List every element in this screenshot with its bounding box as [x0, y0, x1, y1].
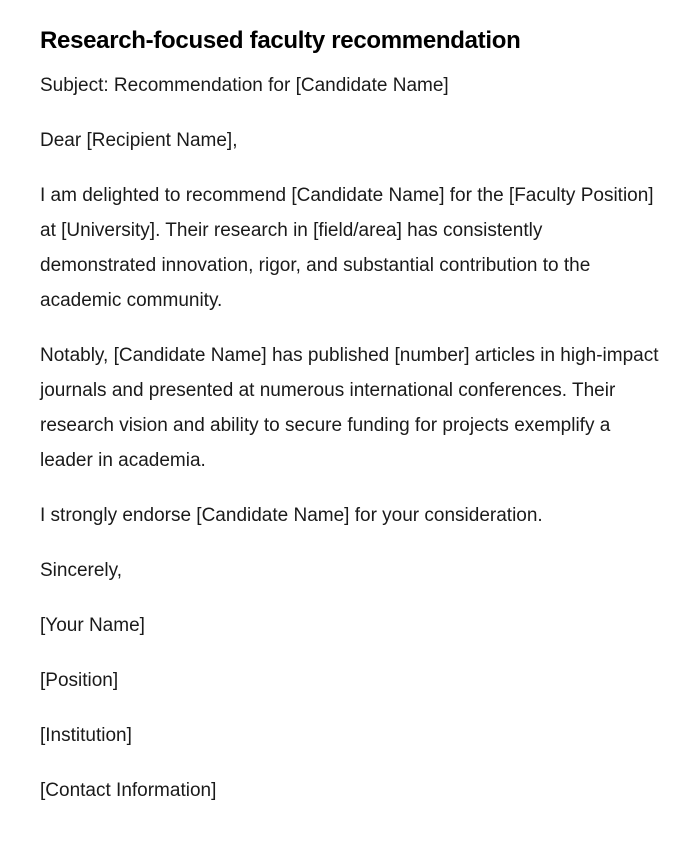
- closing: Sincerely,: [40, 560, 123, 581]
- signature-position: [Position]: [40, 670, 119, 691]
- signature-contact: [Contact Information]: [40, 780, 217, 801]
- subject-line: Subject: Recommendation for [Candidate Name]: [40, 75, 449, 96]
- salutation: Dear [Recipient Name],: [40, 130, 238, 151]
- body-paragraph-endorsement: I strongly endorse [Candidate Name] for your consideration.: [40, 505, 543, 526]
- body-paragraph-achievements: Notably, [Candidate Name] has published [number] articles in high-impact journals and presented at numerous international conferences. Their research vision and ability to secure funding for projects exemplify a leader in academia.: [40, 345, 659, 471]
- signature-name: [Your Name]: [40, 615, 145, 636]
- document-title: Research-focused faculty recommendation: [40, 27, 521, 54]
- signature-institution: [Institution]: [40, 725, 132, 746]
- body-paragraph-intro: I am delighted to recommend [Candidate Name] for the [Faculty Position] at [University]. Their research in [field/area] has consistently demonstrated innovation, rigor, and substantial contribution to the academic community.: [40, 185, 654, 311]
